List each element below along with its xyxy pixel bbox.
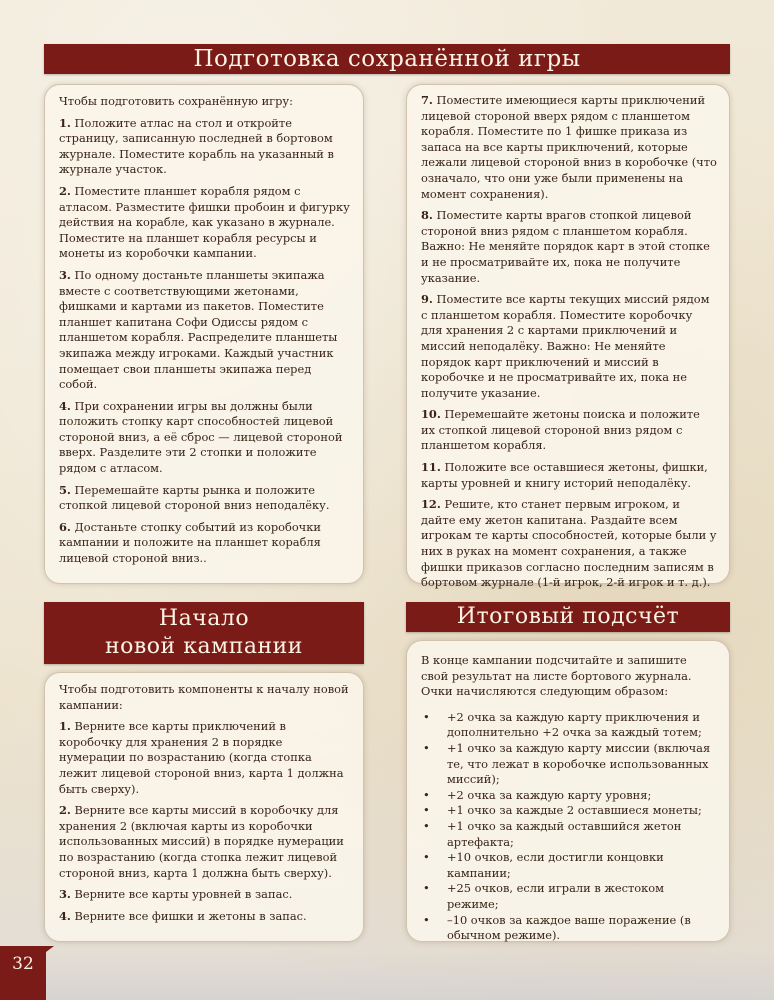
prep-steps-left-box <box>44 84 364 584</box>
page-number <box>0 946 46 1000</box>
score-item: • +1 очко за каждую карту миссии (включая те, что лежат в коробочке использованных миссий); <box>423 740 711 787</box>
score-item: • –10 очков за каждое ваше поражение (в обычном режиме). <box>423 912 691 943</box>
bullet-icon: • <box>423 740 430 755</box>
prep-step-4: 4. При сохранении игры вы должны были положить стопку карт способностей лицевой стороной вниз, а её сброс — лицевой стороной вверх. Разделите эти 2 стопки и положите рядом с атласом. <box>59 398 343 476</box>
new-campaign-step-3: 3. Верните все карты уровней в запас. <box>59 887 293 902</box>
page-number-corner <box>46 946 54 952</box>
section-title-final-score: Итоговый подсчёт <box>406 602 730 632</box>
prep-step-2: 2. Поместите планшет корабля рядом с атласом. Разместите фишки пробоин и фигурку действия на корабле, как указано в журнале. Поместите на планшет корабля ресурсы и монеты из коробочки кампании. <box>59 183 350 261</box>
new-campaign-step-2: 2. Верните все карты миссий в коробочку для хранения 2 (включая карты из коробочки использованных миссий) в порядке нумерации по возрастанию (когда стопка лежит лицевой стороной вниз, карта 1 должна быть сверху). <box>59 803 344 880</box>
score-item: • +1 очко за каждый оставшийся жетон артефакта; <box>423 818 682 849</box>
score-item: • +2 очка за каждую карту уровня; <box>423 787 652 802</box>
bullet-icon: • <box>423 818 430 833</box>
new-campaign-step-1: 1. Верните все карты приключений в коробочку для хранения 2 в порядке нумерации по возрастанию (когда стопка лежит лицевой стороной вниз, карта 1 должна быть сверху). <box>59 719 344 796</box>
prep-step-9: 9. Поместите все карты текущих миссий рядом с планшетом корабля. Поместите коробочку для хранения 2 с картами приключений и миссий неподалёку. Важно: Не меняйте порядок карт приключений и миссий в коробочке и не просматривайте их, пока не получите указание. <box>421 292 710 400</box>
final-score-list <box>421 710 717 944</box>
new-campaign-box <box>44 672 364 942</box>
prep-step-5: 5. Перемешайте карты рынка и положите стопкой лицевой стороной вниз неподалёку. <box>59 482 330 513</box>
final-score-intro: В конце кампании подсчитайте и запишите свой результат на листе бортового журнала. Очки начисляются следующим образом: <box>421 653 692 699</box>
score-item: • +2 очка за каждую карту приключения и дополнительно +2 очка за каждый тотем; <box>423 709 702 740</box>
page-number-text: 32 <box>12 954 34 974</box>
new-campaign-intro: Чтобы подготовить компоненты к началу новой кампании: <box>59 682 349 712</box>
new-campaign-step-4: 4. Верните все фишки и жетоны в запас. <box>59 908 307 923</box>
score-item: • +10 очков, если достигли концовки кампании; <box>423 850 664 880</box>
prep-step-7: 7. Поместите имеющиеся карты приключений лицевой стороной вверх рядом с планшетом корабля. Поместите по 1 фишке приказа из запаса на все карты приключений, которые лежали лицевой стороной вниз в коробочке (что означало, что они уже были применены на момент сохранения). <box>421 93 717 201</box>
prep-step-11: 11. Положите все оставшиеся жетоны, фишки, карты уровней и книгу историй неподалёку. <box>421 460 708 490</box>
prep-step-8: 8. Поместите карты врагов стопкой лицевой стороной вниз рядом с планшетом корабля. Важно: Не меняйте порядок карт в этой стопке и не просматривайте их, пока не получите указание. <box>421 208 710 285</box>
score-item: • +1 очко за каждые 2 оставшиеся монеты; <box>423 803 702 818</box>
bullet-icon: • <box>423 850 430 865</box>
prep-steps-right-box <box>406 84 730 590</box>
bottom-background-haze <box>46 950 774 1000</box>
final-score-box <box>406 640 730 942</box>
section-title-new-campaign <box>44 602 364 664</box>
prep-step-12: 12. Решите, кто станет первым игроком, и дайте ему жетон капитана. Раздайте всем игрокам те карты способностей, которые были у них в руках на момент сохранения, а также фишки приказов согласно последним записям в бортовом журнале (1-й игрок, 2-й игрок и т. д.). <box>421 497 717 590</box>
score-item: • +25 очков, если играли в жестоком режиме; <box>423 881 664 911</box>
bullet-icon: • <box>423 803 430 818</box>
prep-intro: Чтобы подготовить сохранённую игру: <box>59 94 293 108</box>
new-campaign-title-line-1: Начало <box>158 606 250 631</box>
section-title-prep: Подготовка сохранённой игры <box>44 44 730 74</box>
new-campaign-title-line-2: новой кампании <box>105 634 303 659</box>
prep-step-3: 3. По одному достаньте планшеты экипажа вместе с соответствующими жетонами, фишками и картами из пакетов. Поместите планшет капитана Софи Одиссы рядом с планшетом корабля. Распределите планшеты экипажа между игроками. Каждый участник помещает свои планшеты экипажа перед собой. <box>59 267 338 392</box>
prep-step-6: 6. Достаньте стопку событий из коробочки кампании и положите на планшет корабля лицевой стороной вниз.. <box>59 519 321 566</box>
bullet-icon: • <box>423 787 430 802</box>
bullet-icon: • <box>423 881 430 896</box>
bullet-icon: • <box>423 709 430 724</box>
prep-step-10: 10. Перемешайте жетоны поиска и положите их стопкой лицевой стороной вниз рядом с планшетом корабля. <box>421 407 700 453</box>
bullet-icon: • <box>423 912 430 927</box>
prep-step-1: 1. Положите атлас на стол и откройте страницу, записанную последней в бортовом журнале. Поместите корабль на указанный в журнале участок. <box>59 115 334 177</box>
